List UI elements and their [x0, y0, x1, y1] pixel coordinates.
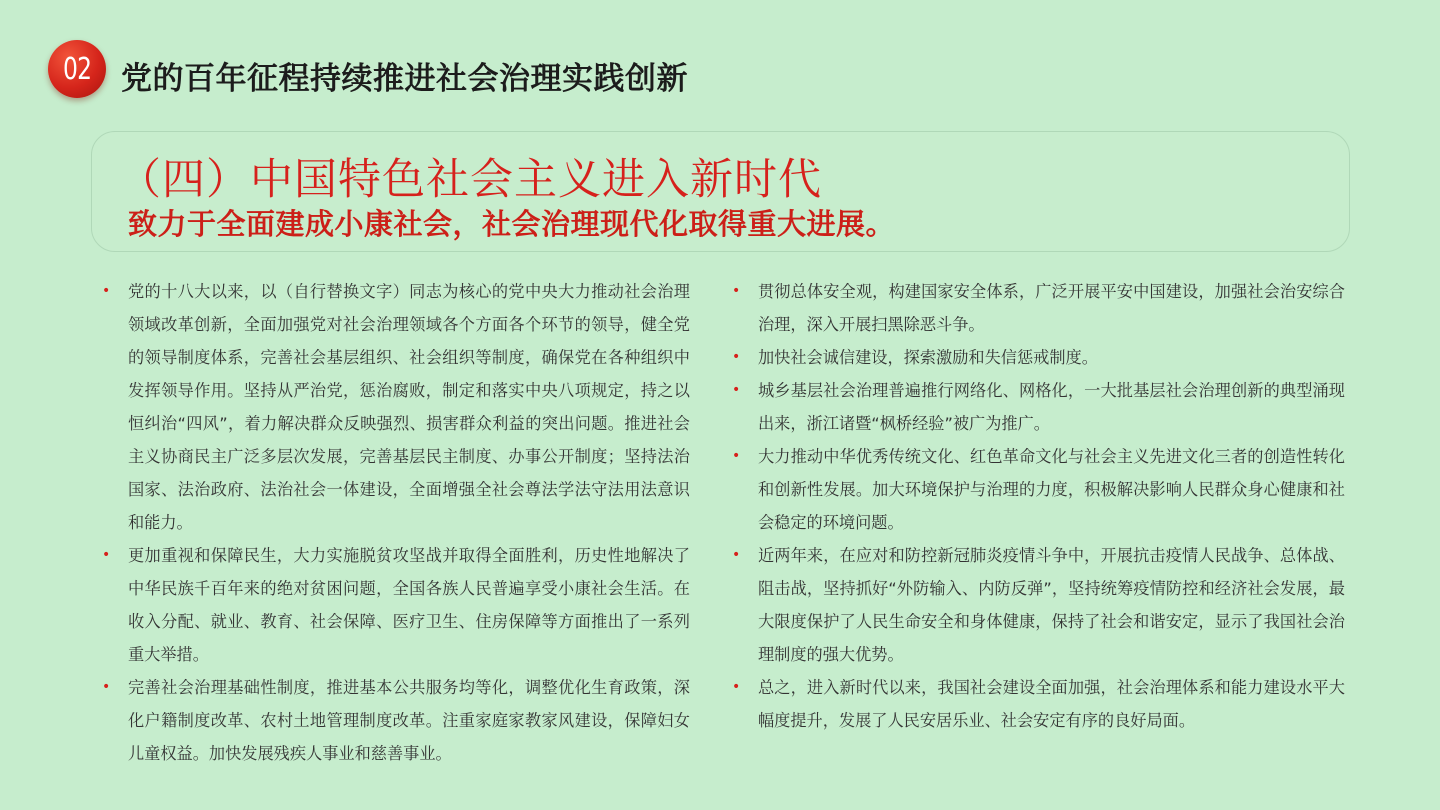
list-item: • 加快社会诚信建设，探索激励和失信惩戒制度。 [730, 341, 1345, 374]
list-item: • 总之，进入新时代以来，我国社会建设全面加强，社会治理体系和能力建设水平大幅度提升，发展了人民安居乐业、社会安定有序的良好局面。 [730, 671, 1345, 737]
list-item: • 更加重视和保障民生，大力实施脱贫攻坚战并取得全面胜利，历史性地解决了中华民族千百年来的绝对贫困问题，全国各族人民普遍享受小康社会生活。在收入分配、就业、教育、社会保障、医疗卫生、住房保障等方面推出了一系列重大举措。 [100, 539, 690, 671]
headline-sub: 致力于全面建成小康社会，社会治理现代化取得重大进展。 [128, 207, 896, 241]
page-title: 党的百年征程持续推进社会治理实践创新 [121, 61, 688, 97]
list-item: • 近两年来，在应对和防控新冠肺炎疫情斗争中，开展抗击疫情人民战争、总体战、阻击战，坚持抓好“外防输入、内防反弹”，坚持统筹疫情防控和经济社会发展，最大限度保护了人民生命安全和身体健康，保持了社会和谐安定，显示了我国社会治理制度的强大优势。 [730, 539, 1345, 671]
left-column-list [100, 275, 690, 770]
list-item: • 完善社会治理基础性制度，推进基本公共服务均等化，调整优化生育政策，深化户籍制度改革、农村土地管理制度改革。注重家庭家教家风建设，保障妇女儿童权益。加快发展残疾人事业和慈善事业。 [100, 671, 690, 770]
list-item: • 城乡基层社会治理普遍推行网络化、网格化，一大批基层社会治理创新的典型涌现出来，浙江诸暨“枫桥经验”被广为推广。 [730, 374, 1345, 440]
section-number: 02 [62, 51, 92, 87]
section-number-badge [48, 40, 106, 98]
list-item: • 党的十八大以来，以（自行替换文字）同志为核心的党中央大力推动社会治理领域改革创新，全面加强党对社会治理领域各个方面各个环节的领导，健全党的领导制度体系，完善社会基层组织、社会组织等制度，确保党在各种组织中发挥领导作用。坚持从严治党，惩治腐败，制定和落实中央八项规定，持之以恒纠治“四风”，着力解决群众反映强烈、损害群众利益的突出问题。推进社会主义协商民主广泛多层次发展，完善基层民主制度、办事公开制度；坚持法治国家、法治政府、法治社会一体建设，全面增强全社会尊法学法守法用法意识和能力。 [100, 275, 690, 539]
headline-main: （四）中国特色社会主义进入新时代 [118, 155, 822, 205]
list-item: • 大力推动中华优秀传统文化、红色革命文化与社会主义先进文化三者的创造性转化和创新性发展。加大环境保护与治理的力度，积极解决影响人民群众身心健康和社会稳定的环境问题。 [730, 440, 1345, 539]
list-item: • 贯彻总体安全观，构建国家安全体系，广泛开展平安中国建设，加强社会治安综合治理，深入开展扫黑除恶斗争。 [730, 275, 1345, 341]
right-column-list [730, 275, 1345, 737]
